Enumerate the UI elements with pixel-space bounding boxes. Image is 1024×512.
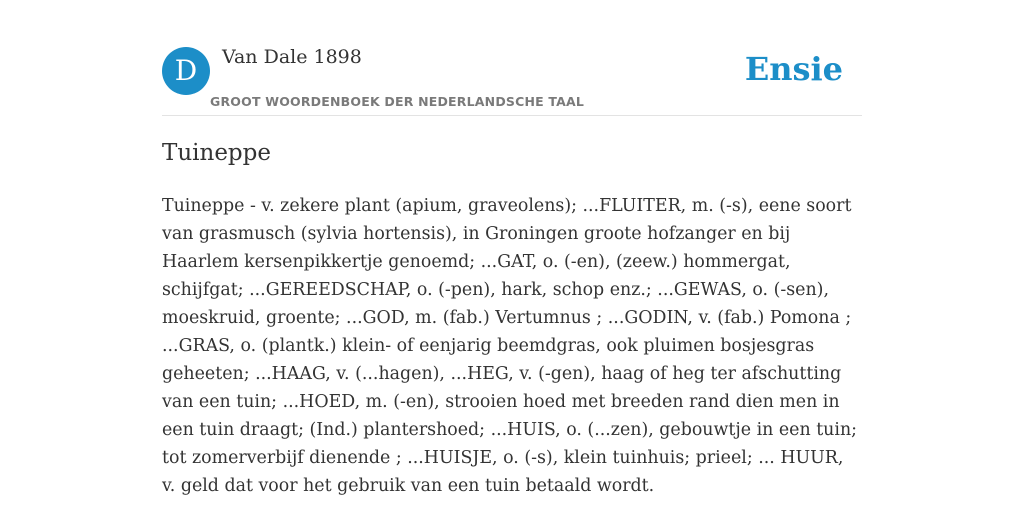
header-divider bbox=[162, 115, 862, 116]
dictionary-avatar[interactable]: D bbox=[162, 47, 210, 95]
ensie-logo[interactable]: Ensie bbox=[744, 50, 843, 88]
dictionary-subtitle: GROOT WOORDENBOEK DER NEDERLANDSCHE TAAL bbox=[210, 94, 585, 109]
entry-headword: Tuineppe bbox=[162, 140, 271, 166]
dictionary-title[interactable]: Van Dale 1898 bbox=[222, 46, 362, 68]
entry-definition: Tuineppe - v. zekere plant (apium, graveolens); ...FLUITER, m. (-s), eene soort van grasmusch (sylvia hortensis), in Groningen groote hofzanger en bij Haarlem kersenpikkertje genoemd; ...GAT, o. (-en), (zeew.) hommergat, schijfgat; ...GEREEDSCHAP, o. (-pen), hark, schop enz.; ...GEWAS, o. (-sen), moeskruid, groente; ...GOD, m. (fab.) Vertumnus ; ...GODIN, v. (fab.) Pomona ; ...GRAS, o. (plantk.) klein- of eenjarig beemdgras, ook pluimen bosjesgras geheeten; ...HAAG, v. (...hagen), ...HEG, v. (-gen), haag of heg ter afschutting van een tuin; ...HOED, m. (-en), strooien hoed met breeden rand dien men in een tuin draagt; (Ind.) plantershoed; ...HUIS, o. (...zen), gebouwtje in een tuin; tot zomerverbijf dienende ; ...HUISJE, o. (-s), klein tuinhuis; prieel; ... HUUR, v. geld dat voor het gebruik van een tuin betaald wordt. bbox=[162, 196, 858, 496]
